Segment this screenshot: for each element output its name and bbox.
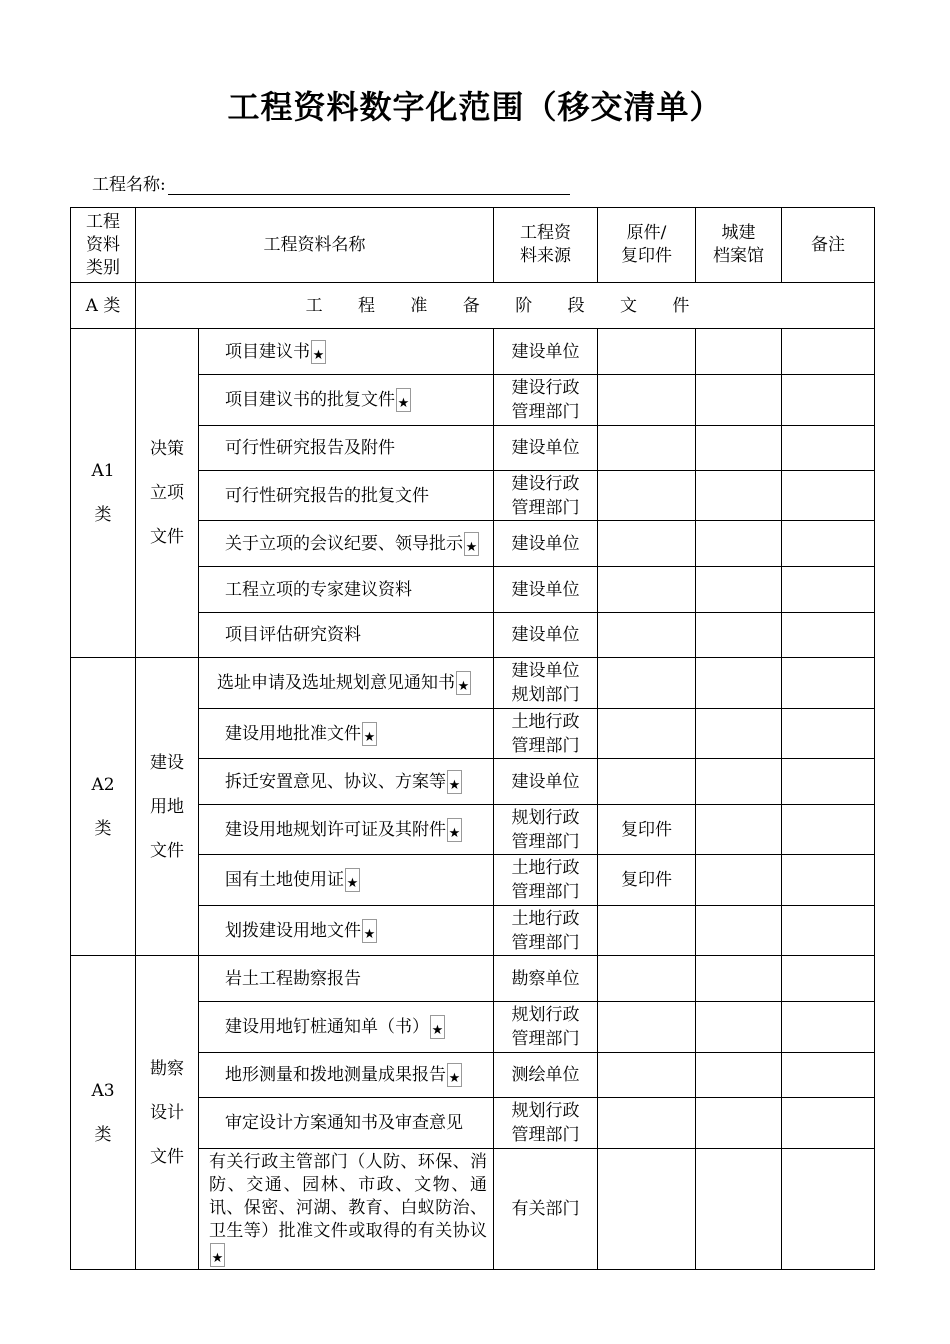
item-note	[782, 855, 875, 906]
item-note	[782, 956, 875, 1002]
item-archive	[696, 759, 782, 805]
item-original-copy	[598, 1002, 696, 1053]
item-name-text: 建设用地钉桩通知单（书）	[225, 1017, 429, 1037]
item-source: 建设单位	[494, 521, 598, 567]
item-note	[782, 658, 875, 709]
item-name-text: 项目建议书	[225, 341, 310, 362]
item-name	[199, 1098, 494, 1149]
item-note	[782, 613, 875, 658]
section-name-text: 工 程 准 备 阶 段 文 件	[305, 295, 705, 316]
item-note	[782, 709, 875, 759]
item-archive	[696, 375, 782, 426]
item-name-text: 划拨建设用地文件	[225, 920, 361, 941]
item-original-copy	[598, 1053, 696, 1098]
item-original-copy: 复印件	[598, 805, 696, 855]
table-row	[71, 956, 875, 1002]
item-original-copy	[598, 613, 696, 658]
item-note	[782, 426, 875, 471]
item-source: 测绘单位	[494, 1053, 598, 1098]
item-name-text: 有关行政主管部门（人防、环保、消防、交通、园林、市政、文物、通讯、保密、河湖、教育、白蚁防治、卫生等）批准文件或取得的有关协议	[209, 1152, 487, 1241]
item-source: 勘察单位	[494, 956, 598, 1002]
header-original: 原件/ 复印件	[598, 208, 696, 283]
item-source: 建设单位	[494, 426, 598, 471]
item-note	[782, 1053, 875, 1098]
header-source: 工程资 料来源	[494, 208, 598, 283]
item-name	[199, 1149, 494, 1270]
item-original-copy	[598, 658, 696, 709]
star-icon: ★	[362, 722, 377, 746]
star-icon: ★	[447, 770, 462, 794]
item-note	[782, 805, 875, 855]
item-archive	[696, 471, 782, 521]
document-title: 工程资料数字化范围（移交清单）	[227, 88, 723, 126]
item-archive	[696, 426, 782, 471]
item-original-copy	[598, 759, 696, 805]
star-icon: ★	[456, 671, 471, 695]
item-note	[782, 1002, 875, 1053]
item-source: 建设行政 管理部门	[494, 471, 598, 521]
item-source: 土地行政 管理部门	[494, 855, 598, 906]
star-icon: ★	[396, 388, 411, 412]
item-name-text: 岩土工程勘察报告	[225, 968, 361, 989]
group-code: A2 类	[71, 658, 136, 956]
item-archive	[696, 805, 782, 855]
item-original-copy: 复印件	[598, 855, 696, 906]
section-row	[71, 283, 875, 329]
item-source: 规划行政 管理部门	[494, 1002, 598, 1053]
item-archive	[696, 1002, 782, 1053]
project-name-label: 工程名称:	[92, 175, 166, 195]
item-note	[782, 567, 875, 613]
item-original-copy	[598, 471, 696, 521]
item-name-text: 关于立项的会议纪要、领导批示	[225, 533, 463, 554]
item-archive	[696, 613, 782, 658]
item-name	[199, 567, 494, 613]
item-name-text: 拆迁安置意见、协议、方案等	[225, 771, 446, 792]
item-source: 建设行政 管理部门	[494, 375, 598, 426]
item-archive	[696, 956, 782, 1002]
item-source: 规划行政 管理部门	[494, 805, 598, 855]
item-archive	[696, 855, 782, 906]
group-code: A1 类	[71, 329, 136, 658]
item-name	[199, 956, 494, 1002]
item-original-copy	[598, 1149, 696, 1270]
item-name-text: 可行性研究报告及附件	[225, 438, 395, 458]
item-original-copy	[598, 426, 696, 471]
item-name	[199, 471, 494, 521]
header-row	[71, 208, 875, 283]
item-source: 土地行政 管理部门	[494, 906, 598, 956]
section-code: A 类	[71, 283, 136, 329]
header-name: 工程资料名称	[136, 208, 494, 283]
item-original-copy	[598, 567, 696, 613]
item-original-copy	[598, 521, 696, 567]
item-archive	[696, 1053, 782, 1098]
item-name-text: 可行性研究报告的批复文件	[225, 485, 429, 506]
section-name	[136, 283, 875, 329]
item-name-text: 审定设计方案通知书及审查意见	[225, 1113, 463, 1133]
star-icon: ★	[447, 1063, 462, 1087]
item-original-copy	[598, 375, 696, 426]
transfer-list-table	[70, 207, 875, 1270]
item-name	[199, 709, 494, 759]
item-source: 建设单位	[494, 567, 598, 613]
item-note	[782, 375, 875, 426]
item-name	[199, 329, 494, 375]
item-name-text: 地形测量和拨地测量成果报告	[225, 1065, 446, 1085]
item-note	[782, 471, 875, 521]
star-icon: ★	[345, 868, 360, 892]
item-source: 有关部门	[494, 1149, 598, 1270]
group-label: 决策 立项 文件	[136, 329, 199, 658]
item-note	[782, 329, 875, 375]
item-note	[782, 1149, 875, 1270]
item-source: 建设单位	[494, 329, 598, 375]
item-archive	[696, 906, 782, 956]
item-name-text: 国有土地使用证	[225, 870, 344, 890]
item-name	[199, 759, 494, 805]
item-original-copy	[598, 1098, 696, 1149]
item-source: 土地行政 管理部门	[494, 709, 598, 759]
item-archive	[696, 1098, 782, 1149]
item-source: 规划行政 管理部门	[494, 1098, 598, 1149]
item-name-text: 项目评估研究资料	[225, 625, 361, 645]
item-source: 建设单位	[494, 613, 598, 658]
header-archive: 城建 档案馆	[696, 208, 782, 283]
item-name	[199, 1002, 494, 1053]
item-source: 建设单位	[494, 759, 598, 805]
star-icon: ★	[464, 532, 479, 556]
item-note	[782, 906, 875, 956]
item-name	[199, 426, 494, 471]
item-archive	[696, 521, 782, 567]
item-note	[782, 759, 875, 805]
item-name	[199, 805, 494, 855]
item-archive	[696, 1149, 782, 1270]
star-icon: ★	[210, 1243, 225, 1267]
star-icon: ★	[430, 1015, 445, 1039]
project-name-field[interactable]	[168, 174, 570, 195]
star-icon: ★	[311, 340, 326, 364]
group-label: 勘察 设计 文件	[136, 956, 199, 1270]
table-row	[71, 329, 875, 375]
header-note: 备注	[782, 208, 875, 283]
item-original-copy	[598, 956, 696, 1002]
project-name-row	[92, 170, 570, 195]
item-original-copy	[598, 709, 696, 759]
group-label: 建设 用地 文件	[136, 658, 199, 956]
item-source: 建设单位 规划部门	[494, 658, 598, 709]
item-archive	[696, 567, 782, 613]
item-name	[199, 855, 494, 906]
item-name-text: 项目建议书的批复文件	[225, 390, 395, 410]
item-name-text: 选址申请及选址规划意见通知书	[217, 673, 455, 693]
item-original-copy	[598, 329, 696, 375]
item-note	[782, 521, 875, 567]
item-archive	[696, 329, 782, 375]
table-row	[71, 658, 875, 709]
item-name	[199, 521, 494, 567]
item-name	[199, 1053, 494, 1098]
item-name-text: 建设用地批准文件	[225, 723, 361, 744]
item-archive	[696, 658, 782, 709]
item-archive	[696, 709, 782, 759]
header-category: 工程 资料 类别	[71, 208, 136, 283]
item-name-text: 工程立项的专家建议资料	[225, 579, 412, 600]
item-name	[199, 906, 494, 956]
item-name-text: 建设用地规划许可证及其附件	[225, 819, 446, 840]
item-name	[199, 375, 494, 426]
item-note	[782, 1098, 875, 1149]
group-code: A3 类	[71, 956, 136, 1270]
item-name	[199, 613, 494, 658]
item-name	[199, 658, 494, 709]
star-icon: ★	[362, 919, 377, 943]
star-icon: ★	[447, 818, 462, 842]
item-original-copy	[598, 906, 696, 956]
